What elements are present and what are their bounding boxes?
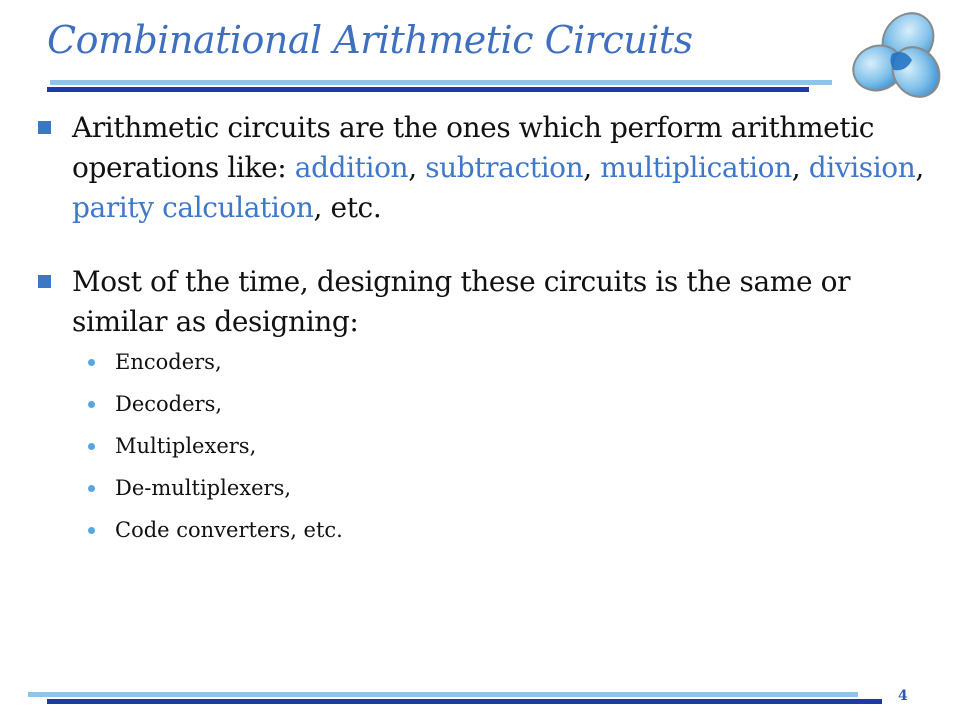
bullet-1-tail: , etc. xyxy=(313,191,382,224)
footer-rule-light xyxy=(28,692,858,697)
dot-bullet-icon xyxy=(88,527,95,534)
dot-bullet-icon xyxy=(88,401,95,408)
slide-title: Combinational Arithmetic Circuits xyxy=(47,18,693,62)
list-item-label: Decoders, xyxy=(115,392,223,416)
page-number: 4 xyxy=(898,688,908,704)
dot-bullet-icon xyxy=(88,443,95,450)
operation-multiplication: multiplication xyxy=(600,151,792,184)
square-bullet-icon xyxy=(38,121,51,134)
slide-content xyxy=(34,108,934,560)
square-bullet-icon xyxy=(38,275,51,288)
operation-addition: addition xyxy=(294,151,409,184)
list-item-multiplexers xyxy=(34,434,934,459)
separator: , xyxy=(915,151,924,184)
dot-bullet-icon xyxy=(88,359,95,366)
bullet-2-text: Most of the time, designing these circuits is the same or similar as designing: xyxy=(72,265,851,338)
list-item-label: De-multiplexers, xyxy=(115,476,292,500)
bullet-1-intro: Arithmetic circuits are the ones which perform arithmetic operations like: xyxy=(72,111,875,184)
separator: , xyxy=(408,151,426,184)
list-item-label: Code converters, etc. xyxy=(115,518,343,542)
title-underline-dark xyxy=(47,87,809,92)
bullet-design-similarity xyxy=(34,262,934,342)
operation-parity-calculation: parity calculation xyxy=(72,191,314,224)
title-underline-light xyxy=(50,80,832,85)
list-item-code-converters xyxy=(34,518,934,543)
bullet-arithmetic-definition xyxy=(34,108,934,228)
dot-bullet-icon xyxy=(88,485,95,492)
list-item-label: Encoders, xyxy=(115,350,222,374)
list-item-de-multiplexers xyxy=(34,476,934,501)
list-item-label: Multiplexers, xyxy=(115,434,257,458)
separator: , xyxy=(791,151,809,184)
separator: , xyxy=(583,151,601,184)
list-item-encoders xyxy=(34,350,934,375)
list-item-decoders xyxy=(34,392,934,417)
three-lens-logo-icon xyxy=(846,10,946,102)
footer-rule-dark xyxy=(47,699,882,704)
operation-subtraction: subtraction xyxy=(425,151,584,184)
operation-division: division xyxy=(808,151,916,184)
design-examples-list xyxy=(34,350,934,543)
